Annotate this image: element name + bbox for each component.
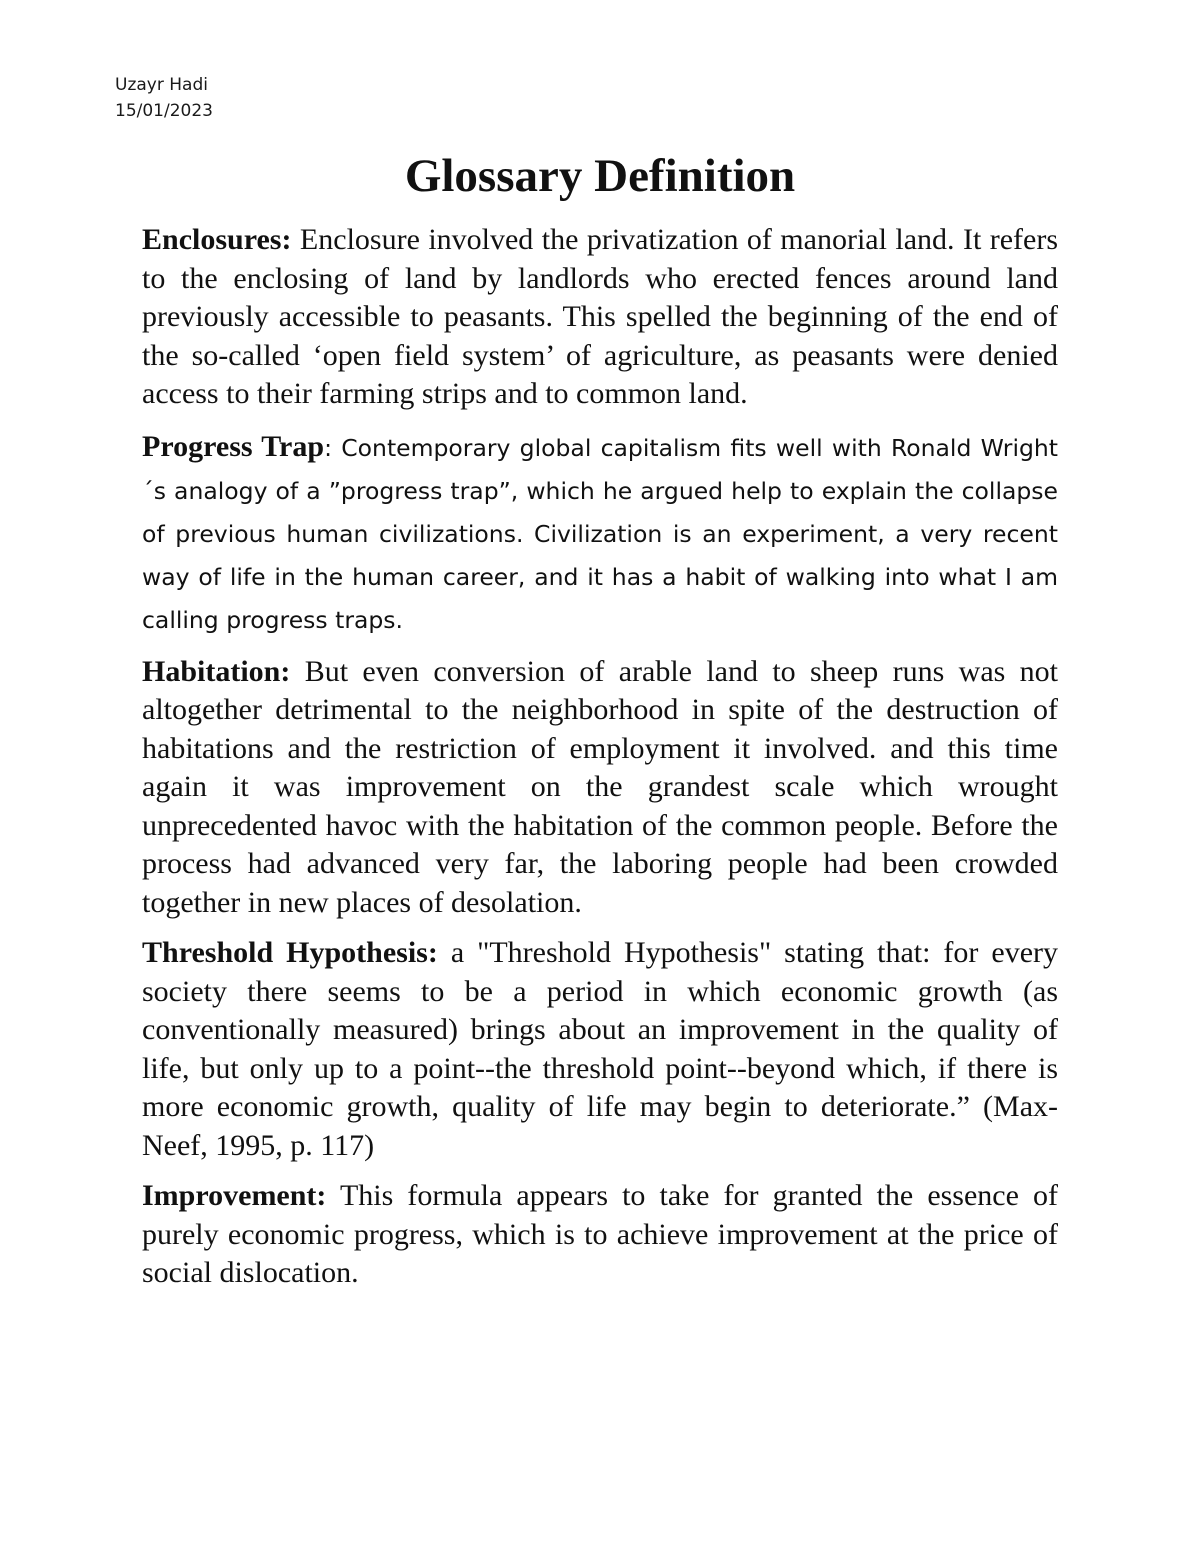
glossary-term: Enclosures:	[142, 223, 292, 256]
glossary-entry-habitation	[142, 653, 1058, 923]
glossary-term: Progress Trap	[142, 429, 325, 463]
glossary-definition: But even conversion of arable land to sheep runs was not altogether detrimental to the neighborhood in spite of the destruction of habitations and the restriction of employment it involved. and this time again it was improvement on the grandest scale which wrought unprecedented havoc with the habitation of the common people. Before the process had advanced very far, the laboring people had been crowded together in new places of desolation.	[142, 654, 1058, 919]
glossary-definition: Contemporary global capitalism fits well with Ronald Wright´s analogy of a ”progress trap”, which he argued help to explain the collapse of previous human civilizations. Civilization is an experiment, a very recent way of life in the human career, and it has a habit of walking into what I am calling progress traps.	[142, 433, 1059, 634]
author-block	[115, 72, 213, 124]
glossary-entry-progress-trap	[142, 426, 1058, 641]
glossary-entry-enclosures	[142, 221, 1058, 414]
glossary-definition: Enclosure involved the privatization of manorial land. It refers to the enclosing of land by landlords who erected fences around land previously accessible to peasants. This spelled the beginning of the end of the so-called ‘open field system’ of agriculture, as peasants were denied access to their farming strips and to common land.	[142, 223, 1059, 410]
glossary-entry-improvement	[142, 1177, 1058, 1293]
glossary-entries	[142, 221, 1058, 1305]
glossary-entry-threshold-hypothesis	[142, 934, 1058, 1165]
document-title: Glossary Definition	[404, 150, 796, 202]
author-name: Uzayr Hadi	[115, 75, 208, 95]
glossary-term: Improvement:	[142, 1179, 327, 1212]
document-date: 15/01/2023	[115, 101, 213, 121]
glossary-term-separator: :	[324, 433, 332, 462]
glossary-term: Habitation:	[142, 654, 291, 688]
glossary-term: Threshold Hypothesis:	[142, 936, 438, 969]
glossary-definition: This formula appears to take for granted the essence of purely economic progress, which is to achieve improvement at the price of social dislocation.	[142, 1179, 1058, 1289]
glossary-definition: a "Threshold Hypothesis" stating that: for every society there seems to be a period in which economic growth (as conventionally measured) brings about an improvement in the quality of life, but only up to a point--the threshold point--beyond which, if there is more economic growth, quality of life may begin to deteriorate.” (Max-Neef, 1995, p. 117)	[142, 936, 1059, 1162]
